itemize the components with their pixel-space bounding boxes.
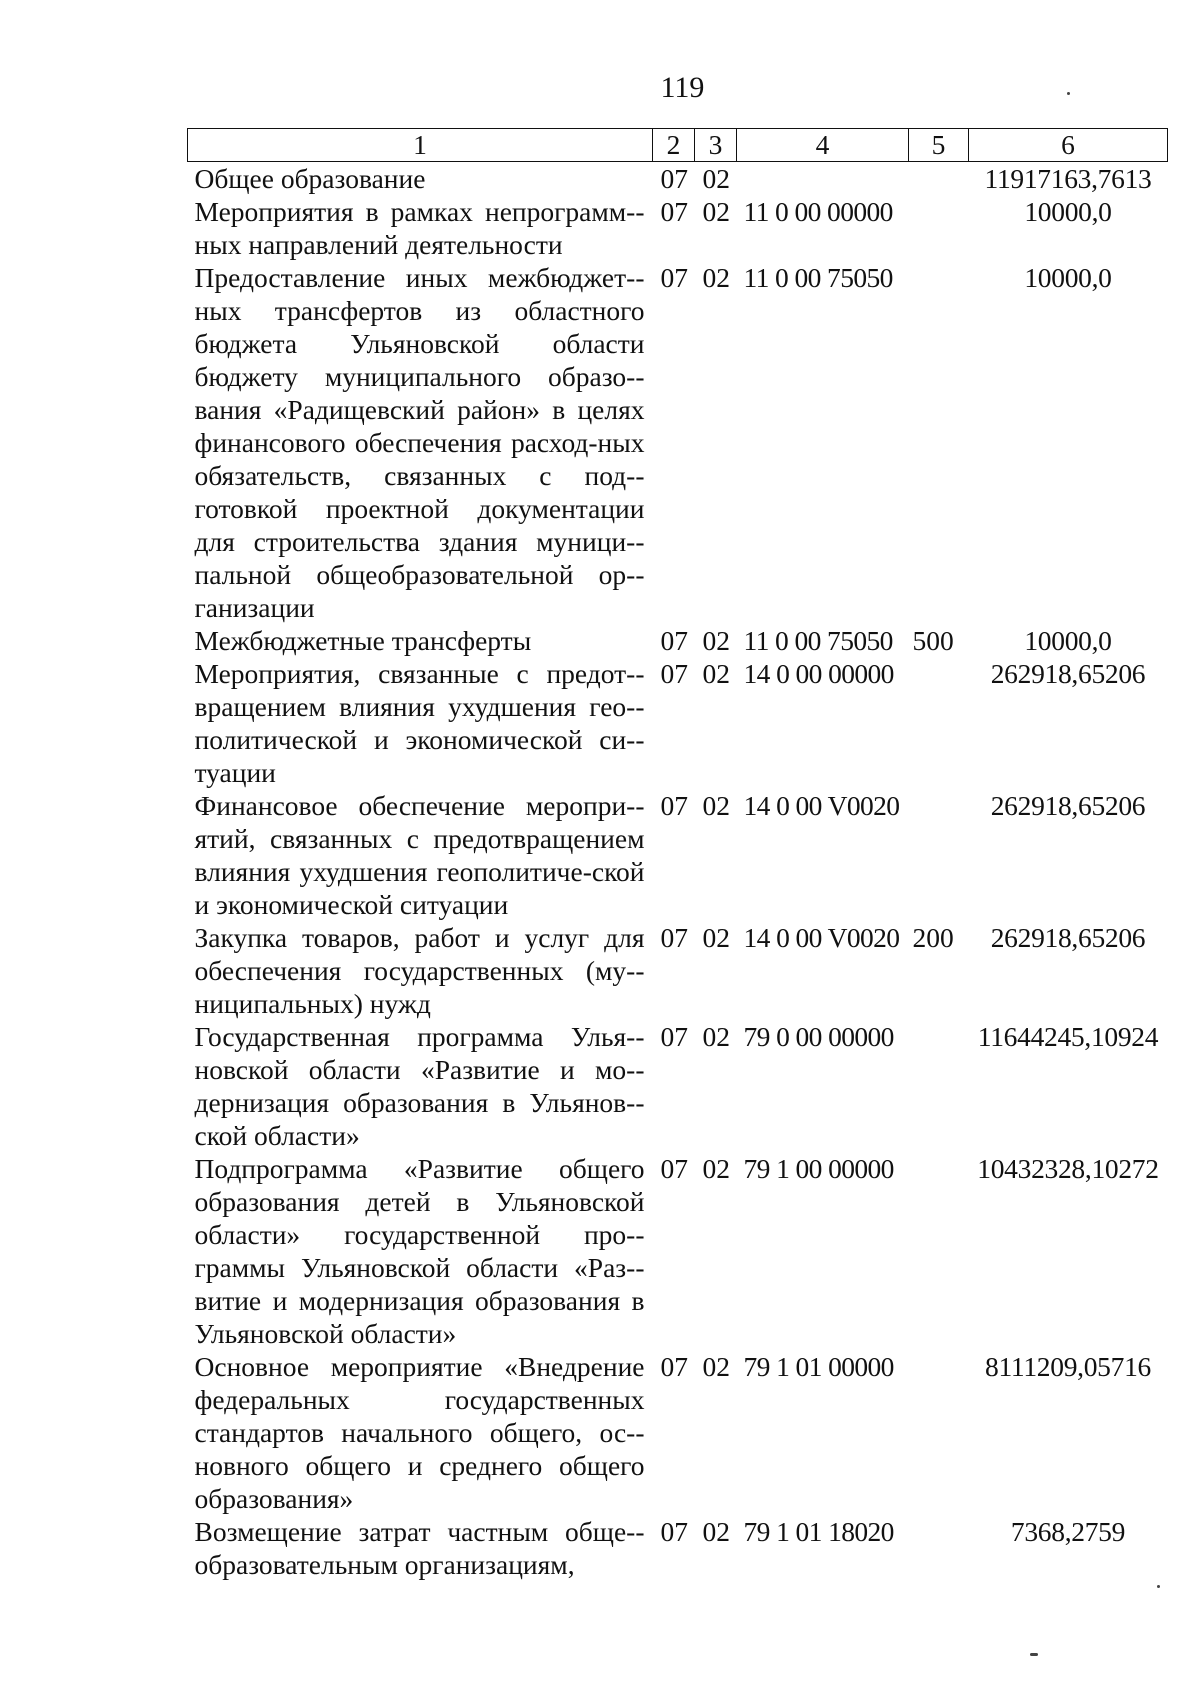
row-section-code: 07 [660,262,688,293]
row-target-article-code [737,162,909,196]
row-subsection-code: 02 [702,922,730,953]
row-target-article-code: 79 1 01 00000 [743,1351,894,1382]
row-name: Финансовое обеспечение меропри-ятий, связанных с предотвращением влияния ухудшения геополитиче-ской и экономической ситуации [194,790,645,920]
row-amount: 262918,65206 [990,922,1146,953]
row-amount: 262918,65206 [990,790,1146,821]
budget-table [187,128,1168,1581]
table-body [188,162,1168,1582]
row-section-code: 07 [660,658,688,689]
budget-table-container [187,128,1167,1581]
row-section-code: 07 [660,163,688,194]
row-amount: 11917163,7613 [984,163,1152,194]
row-expense-type-code: 500 [912,625,954,656]
row-target-article-code: 11 0 00 00000 [743,196,893,227]
row-amount: 10000,0 [1024,262,1112,293]
row-subsection-code: 02 [702,625,730,656]
row-target-article-code: 79 1 01 18020 [743,1516,894,1547]
row-section-code: 07 [660,1021,688,1052]
row-name: Подпрограмма «Развитие общего образования детей в Ульяновской области» государственной про-граммы Ульяновской области «Раз-витие и модернизация образования в Ульяновской области» [194,1153,645,1349]
table-row [188,789,1168,921]
row-name: Межбюджетные трансферты [194,625,532,656]
header-col-5: 5 [909,129,969,162]
table-row [188,162,1168,196]
table-header [188,129,1168,162]
row-subsection-code: 02 [702,658,730,689]
row-expense-type-code [909,1152,969,1350]
row-target-article-code: 14 0 00 00000 [743,658,894,689]
scan-speck [1067,92,1070,95]
row-expense-type-code [909,195,969,261]
row-section-code: 07 [660,1153,688,1184]
header-col-4: 4 [737,129,909,162]
row-subsection-code: 02 [702,1153,730,1184]
row-name: Общее образование [194,163,426,194]
row-subsection-code: 02 [702,1351,730,1382]
header-row [188,129,1168,162]
row-target-article-code: 11 0 00 75050 [743,262,893,293]
table-row [188,1152,1168,1350]
scan-speck [1030,1653,1038,1656]
header-col-3: 3 [695,129,737,162]
row-subsection-code: 02 [702,790,730,821]
scan-speck [1157,1585,1160,1588]
row-subsection-code: 02 [702,1516,730,1547]
header-col-2: 2 [653,129,695,162]
table-row [188,1350,1168,1515]
row-amount: 10432328,10272 [977,1153,1159,1184]
row-expense-type-code [909,657,969,789]
row-subsection-code: 02 [702,196,730,227]
row-section-code: 07 [660,196,688,227]
row-amount: 8111209,05716 [985,1351,1151,1382]
row-target-article-code: 14 0 00 V0020 [743,790,900,821]
row-amount: 11644245,10924 [977,1021,1159,1052]
row-section-code: 07 [660,625,688,656]
row-target-article-code: 11 0 00 75050 [743,625,893,656]
row-expense-type-code [909,261,969,624]
row-target-article-code: 14 0 00 V0020 [743,922,900,953]
row-name: Мероприятия в рамках непрограмм-ных направлений деятельности [194,196,645,260]
row-section-code: 07 [660,1516,688,1547]
table-row [188,1020,1168,1152]
row-section-code: 07 [660,1351,688,1382]
row-amount: 7368,2759 [1010,1516,1126,1547]
row-section-code: 07 [660,790,688,821]
row-name: Государственная программа Улья-новской области «Развитие и мо-дернизация образования в Ульянов-ской области» [194,1021,645,1151]
table-row [188,1515,1168,1581]
row-expense-type-code [909,1350,969,1515]
row-subsection-code: 02 [702,163,730,194]
row-name: Мероприятия, связанные с предот-вращением влияния ухудшения гео-политической и экономической си-туации [194,658,645,788]
row-amount: 10000,0 [1024,196,1112,227]
page-number: 119 [660,71,705,104]
row-amount: 10000,0 [1024,625,1112,656]
table-row [188,195,1168,261]
row-target-article-code: 79 1 00 00000 [743,1153,894,1184]
table-row [188,657,1168,789]
row-name: Закупка товаров, работ и услуг для обеспечения государственных (му-ниципальных) нужд [194,922,645,1019]
row-expense-type-code [909,162,969,196]
row-name: Основное мероприятие «Внедрение федеральных государственных стандартов начального общего, ос-новного общего и среднего общего образования» [194,1351,645,1514]
row-target-article-code: 79 0 00 00000 [743,1021,894,1052]
row-subsection-code: 02 [702,1021,730,1052]
row-expense-type-code [909,789,969,921]
table-row [188,624,1168,657]
row-expense-type-code [909,1020,969,1152]
row-name: Предоставление иных межбюджет-ных трансфертов из областного бюджета Ульяновской области бюджету муниципального образо-вания «Радищевский район» в целях финансового обеспечения расход-ных обязательств, связанных с под-готовкой проектной документации для строительства здания муници-пальной общеобразовательной ор-ганизации [194,262,645,623]
row-subsection-code: 02 [702,262,730,293]
table-row [188,921,1168,1020]
row-amount: 262918,65206 [990,658,1146,689]
header-col-1: 1 [188,129,653,162]
row-expense-type-code [909,1515,969,1581]
row-name: Возмещение затрат частным обще-образовательным организациям, [194,1516,645,1580]
header-col-6: 6 [969,129,1168,162]
row-section-code: 07 [660,922,688,953]
row-expense-type-code: 200 [912,922,954,953]
table-row [188,261,1168,624]
